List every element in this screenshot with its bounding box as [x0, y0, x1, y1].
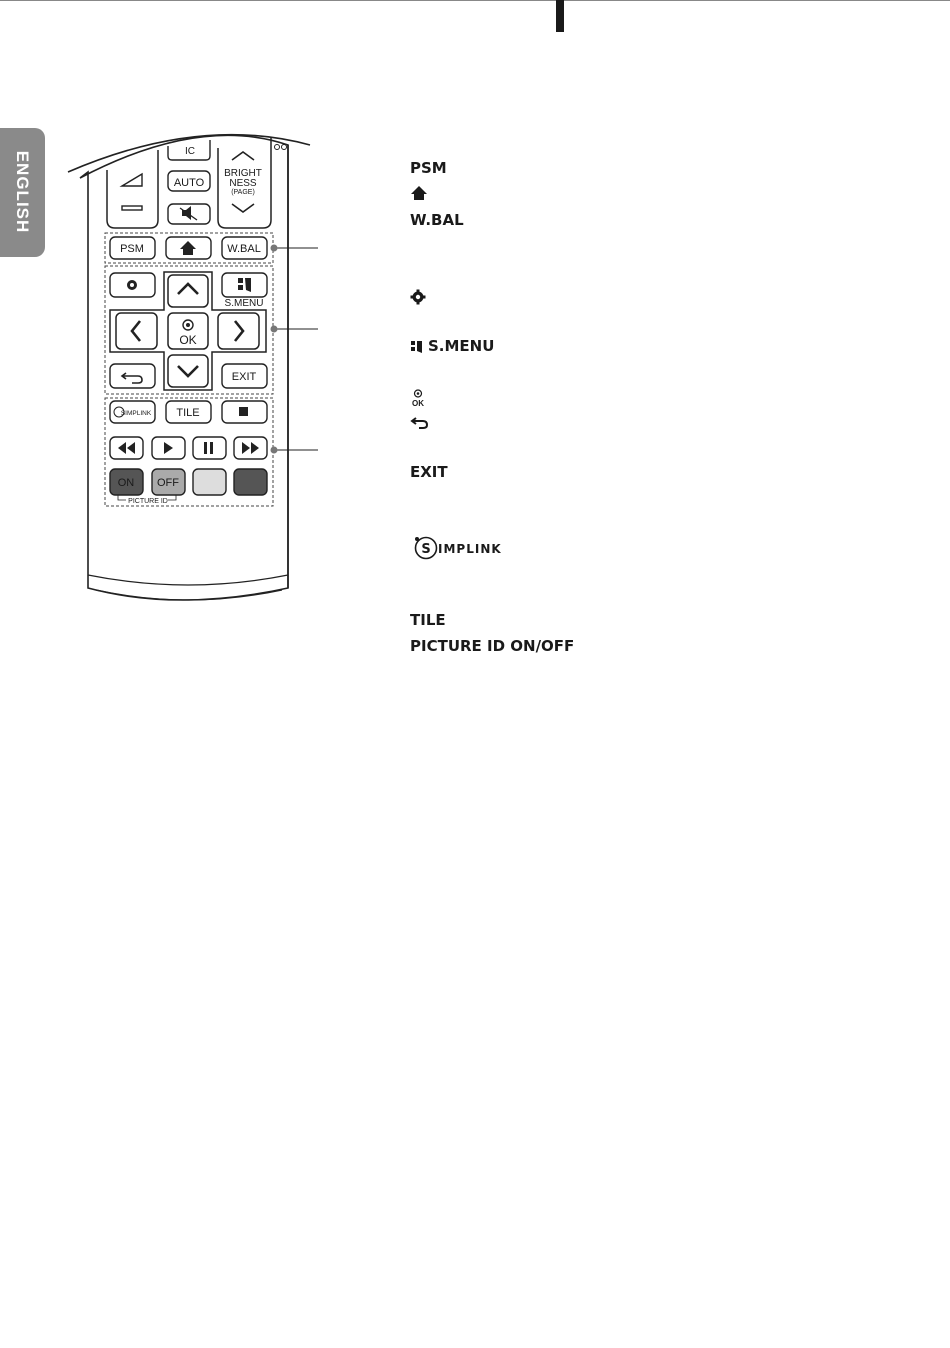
svg-text:EXIT: EXIT: [231, 371, 257, 383]
svg-text:W.BAL: W.BAL: [227, 243, 261, 255]
auto-button[interactable]: [168, 171, 210, 191]
legend-simplink: [410, 535, 510, 561]
svg-text:TILE: TILE: [176, 407, 200, 419]
svg-text:S: S: [421, 542, 431, 557]
svg-text:PSM: PSM: [120, 243, 144, 255]
rewind-button[interactable]: [110, 437, 143, 459]
light-color-button[interactable]: [193, 469, 226, 495]
legend-settings: [410, 289, 426, 305]
back-button[interactable]: [110, 364, 155, 388]
simplink-button[interactable]: [110, 401, 155, 423]
legend-exit: EXIT: [410, 463, 448, 481]
svg-text:(PAGE): (PAGE): [231, 189, 255, 196]
legend-back: [410, 415, 430, 431]
svg-text:OK: OK: [179, 333, 197, 347]
svg-text:ON: ON: [117, 477, 135, 489]
remote-illustration: [60, 120, 320, 610]
play-button[interactable]: [152, 437, 185, 459]
svg-text:SIMPLINK: SIMPLINK: [120, 410, 152, 417]
legend-smenu: S.MENU: [410, 337, 494, 355]
gear-icon: [410, 289, 426, 305]
svg-text:OFF: OFF: [157, 477, 179, 489]
home-button[interactable]: [166, 237, 211, 259]
top-rule: [0, 0, 950, 1]
legend-home: [410, 185, 428, 201]
svg-text:IC: IC: [185, 146, 195, 157]
svg-text:BRIGHT: BRIGHT: [224, 168, 262, 179]
dark-color-button[interactable]: [234, 469, 267, 495]
legend-picture-id: PICTURE ID ON/OFF: [410, 637, 575, 655]
svg-text:PICTURE ID: PICTURE ID: [128, 498, 168, 505]
svg-text:AUTO: AUTO: [173, 177, 205, 189]
page-marker: [556, 0, 564, 32]
ok-icon: [410, 389, 428, 407]
legend-psm: PSM: [410, 159, 447, 177]
language-tab: [0, 128, 45, 257]
legend-tile: TILE: [410, 611, 446, 629]
wbal-button[interactable]: [222, 237, 267, 259]
mute-button[interactable]: [168, 204, 210, 224]
picture-id-off-button[interactable]: [152, 469, 185, 495]
psm-button[interactable]: [110, 237, 155, 259]
svg-text:IMPLINK: IMPLINK: [438, 542, 502, 556]
svg-text:NESS: NESS: [229, 178, 257, 189]
picture-id-on-button[interactable]: [110, 469, 143, 495]
ok-button[interactable]: [168, 313, 208, 349]
legend-ok: [410, 389, 428, 407]
simplink-logo: [410, 535, 510, 561]
language-tab-label: ENGLISH: [13, 150, 32, 234]
fast-forward-button[interactable]: [234, 437, 267, 459]
svg-text:OK: OK: [412, 399, 424, 407]
pause-button[interactable]: [193, 437, 226, 459]
home-icon: [410, 185, 428, 201]
stop-button[interactable]: [222, 401, 267, 423]
exit-button[interactable]: [222, 364, 267, 388]
settings-button[interactable]: [110, 273, 155, 297]
tile-button[interactable]: [166, 401, 211, 423]
legend-wbal: W.BAL: [410, 211, 464, 229]
back-icon: [410, 415, 430, 431]
svg-text:S.MENU: S.MENU: [224, 298, 264, 309]
smenu-button[interactable]: [222, 273, 267, 309]
smenu-icon: [410, 338, 424, 354]
